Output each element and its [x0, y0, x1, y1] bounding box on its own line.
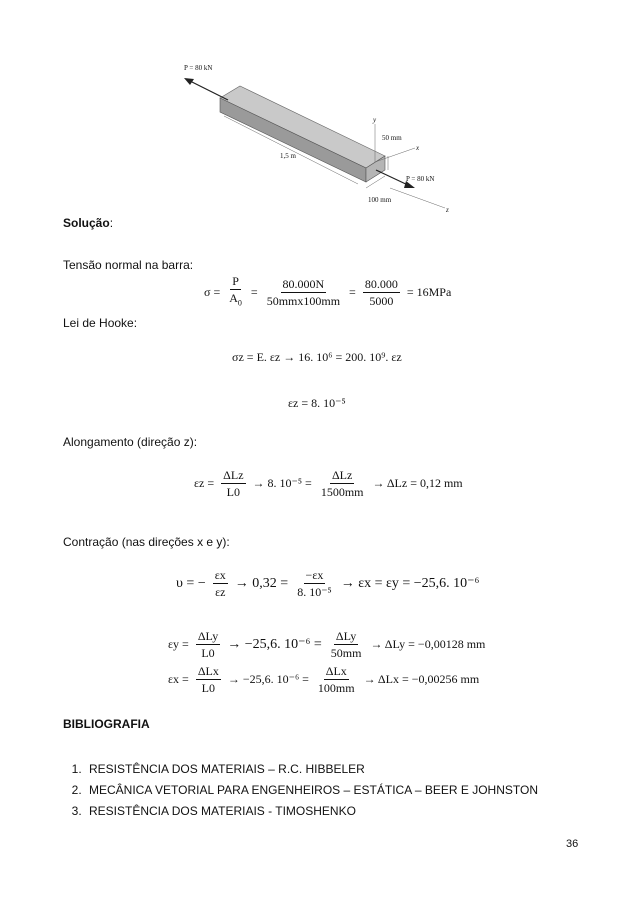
eq5-mid: → 0,32 =: [234, 575, 289, 591]
eq6-frac2-num: ΔLy: [335, 629, 357, 643]
equation-hooke: σz = E. εz → 16. 10⁶ = 200. 10⁹. εz: [232, 350, 402, 364]
equation-contraction-x: [164, 664, 483, 695]
bibliography-list: [63, 759, 538, 822]
eq7-rhs: → ΔLx = −0,00256 mm: [363, 672, 480, 686]
eq6-lhs: εy =: [168, 637, 189, 651]
eq4-frac2-num: ΔLz: [331, 468, 353, 482]
eq1-frac3-den: 5000: [369, 293, 394, 308]
eq5-frac1-den: εz: [215, 585, 226, 599]
bar-diagram: [170, 58, 470, 218]
equation-poisson: [172, 568, 483, 599]
eq7-frac1-den: L0: [201, 681, 215, 695]
alongamento-label: Alongamento (direção z):: [63, 435, 198, 449]
bibliography-item: 1. RESISTÊNCIA DOS MATERIAIS – R.C. HIBBELER: [85, 759, 538, 780]
axis-y-label: y: [373, 116, 377, 124]
eq4-mid: → 8. 10⁻⁵ =: [252, 476, 312, 490]
eq7-frac1-num: ΔLx: [197, 664, 219, 678]
eq5-frac1-num: εx: [214, 568, 226, 582]
eq6-frac1-num: ΔLy: [197, 629, 219, 643]
force-right-label: P = 80 kN: [406, 175, 435, 183]
eq1-frac1: [227, 274, 244, 310]
eq7-frac2-num: ΔLx: [325, 664, 347, 678]
bibliografia-title: BIBLIOGRAFIA: [63, 717, 150, 731]
axis-z-label: z: [446, 206, 449, 214]
hooke-label: Lei de Hooke:: [63, 316, 138, 330]
tensao-label: Tensão normal na barra:: [63, 258, 194, 272]
eq4-rhs: → ΔLz = 0,12 mm: [372, 476, 463, 490]
eq7-frac2-den: 100mm: [317, 681, 355, 695]
height-label: 50 mm: [382, 134, 402, 142]
page-number: 36: [566, 838, 579, 850]
bibliography-item: 3. RESISTÊNCIA DOS MATERIAIS - TIMOSHENKO: [85, 801, 538, 822]
width-label: 100 mm: [368, 196, 392, 204]
eq7-lhs: εx =: [168, 672, 189, 686]
eq1-rhs: = 16MPa: [406, 284, 452, 299]
force-left-arrow: [188, 80, 228, 100]
eq1-frac2-num: 80.000N: [282, 276, 325, 291]
eq5-frac2-den: 8. 10⁻⁵: [297, 585, 332, 599]
eq1-frac1-den-text: A: [229, 291, 238, 305]
eq7-frac1: [196, 664, 221, 695]
contracao-label: Contração (nas direções x e y):: [63, 535, 230, 549]
eq7-frac2: [316, 664, 357, 695]
eq5-rhs: → εx = εy = −25,6. 10⁻⁶: [340, 576, 480, 591]
bibliography-item: 2. MECÂNICA VETORIAL PARA ENGENHEIROS – ESTÁTICA – BEER E JOHNSTON: [85, 780, 538, 801]
eq5-lhs: υ = −: [176, 575, 206, 591]
eq1-frac1-den: $A_0$: [229, 291, 242, 308]
eq4-lhs: εz =: [194, 476, 215, 490]
eq4-frac1-num: ΔLz: [223, 468, 244, 482]
eq1-frac1-num: P: [232, 274, 239, 288]
eq6-mid: → −25,6. 10⁻⁶ =: [227, 637, 322, 652]
eq1-frac2-den: 50mmx100mm: [266, 293, 341, 308]
eq1-frac3: [363, 277, 400, 308]
eq5-frac2: [295, 568, 334, 599]
eq7-mid: → −25,6. 10⁻⁶ =: [227, 672, 309, 686]
force-left-arrowhead: [184, 78, 194, 85]
eq6-rhs: → ΔLy = −0,00128 mm: [370, 637, 486, 651]
eq6-frac1-den: L0: [201, 646, 215, 660]
axis-x-label: x: [416, 144, 420, 152]
eq5-frac2-num: −εx: [305, 568, 324, 582]
eq6-frac2-den: 50mm: [330, 646, 362, 660]
force-left-label: P = 80 kN: [184, 64, 213, 72]
equation-elongation: [190, 468, 467, 499]
eq6-frac1: [196, 629, 220, 660]
solucao-colon: :: [109, 216, 114, 230]
length-label: 1,5 m: [280, 152, 296, 160]
axis-z-line: [390, 188, 445, 208]
eq5-frac1: [213, 568, 228, 599]
solucao-heading: [63, 216, 113, 230]
eq1-lhs: σ =: [204, 284, 221, 299]
eq1-frac2: [265, 277, 342, 308]
equation-contraction-y: [164, 629, 489, 660]
eq4-frac1: [221, 468, 245, 499]
equation-stress: σ = $\frac{P}{A_0}$ = $\frac{80.000N}{\text{50mmx100mm}}$ = $\frac{80.000}{5000}$ = 16MPa: [200, 274, 455, 310]
eq4-frac1-den: L0: [226, 485, 240, 499]
solucao-label: Solução: [63, 216, 110, 230]
eq1-frac3-num: 80.000: [364, 276, 398, 291]
eq4-frac2: [319, 468, 366, 499]
eq6-frac2: [329, 629, 364, 660]
force-right-arrow: [376, 170, 410, 186]
equation-strain-z: εz = 8. 10⁻⁵: [288, 396, 346, 410]
eq4-frac2-den: 1500mm: [320, 485, 364, 499]
